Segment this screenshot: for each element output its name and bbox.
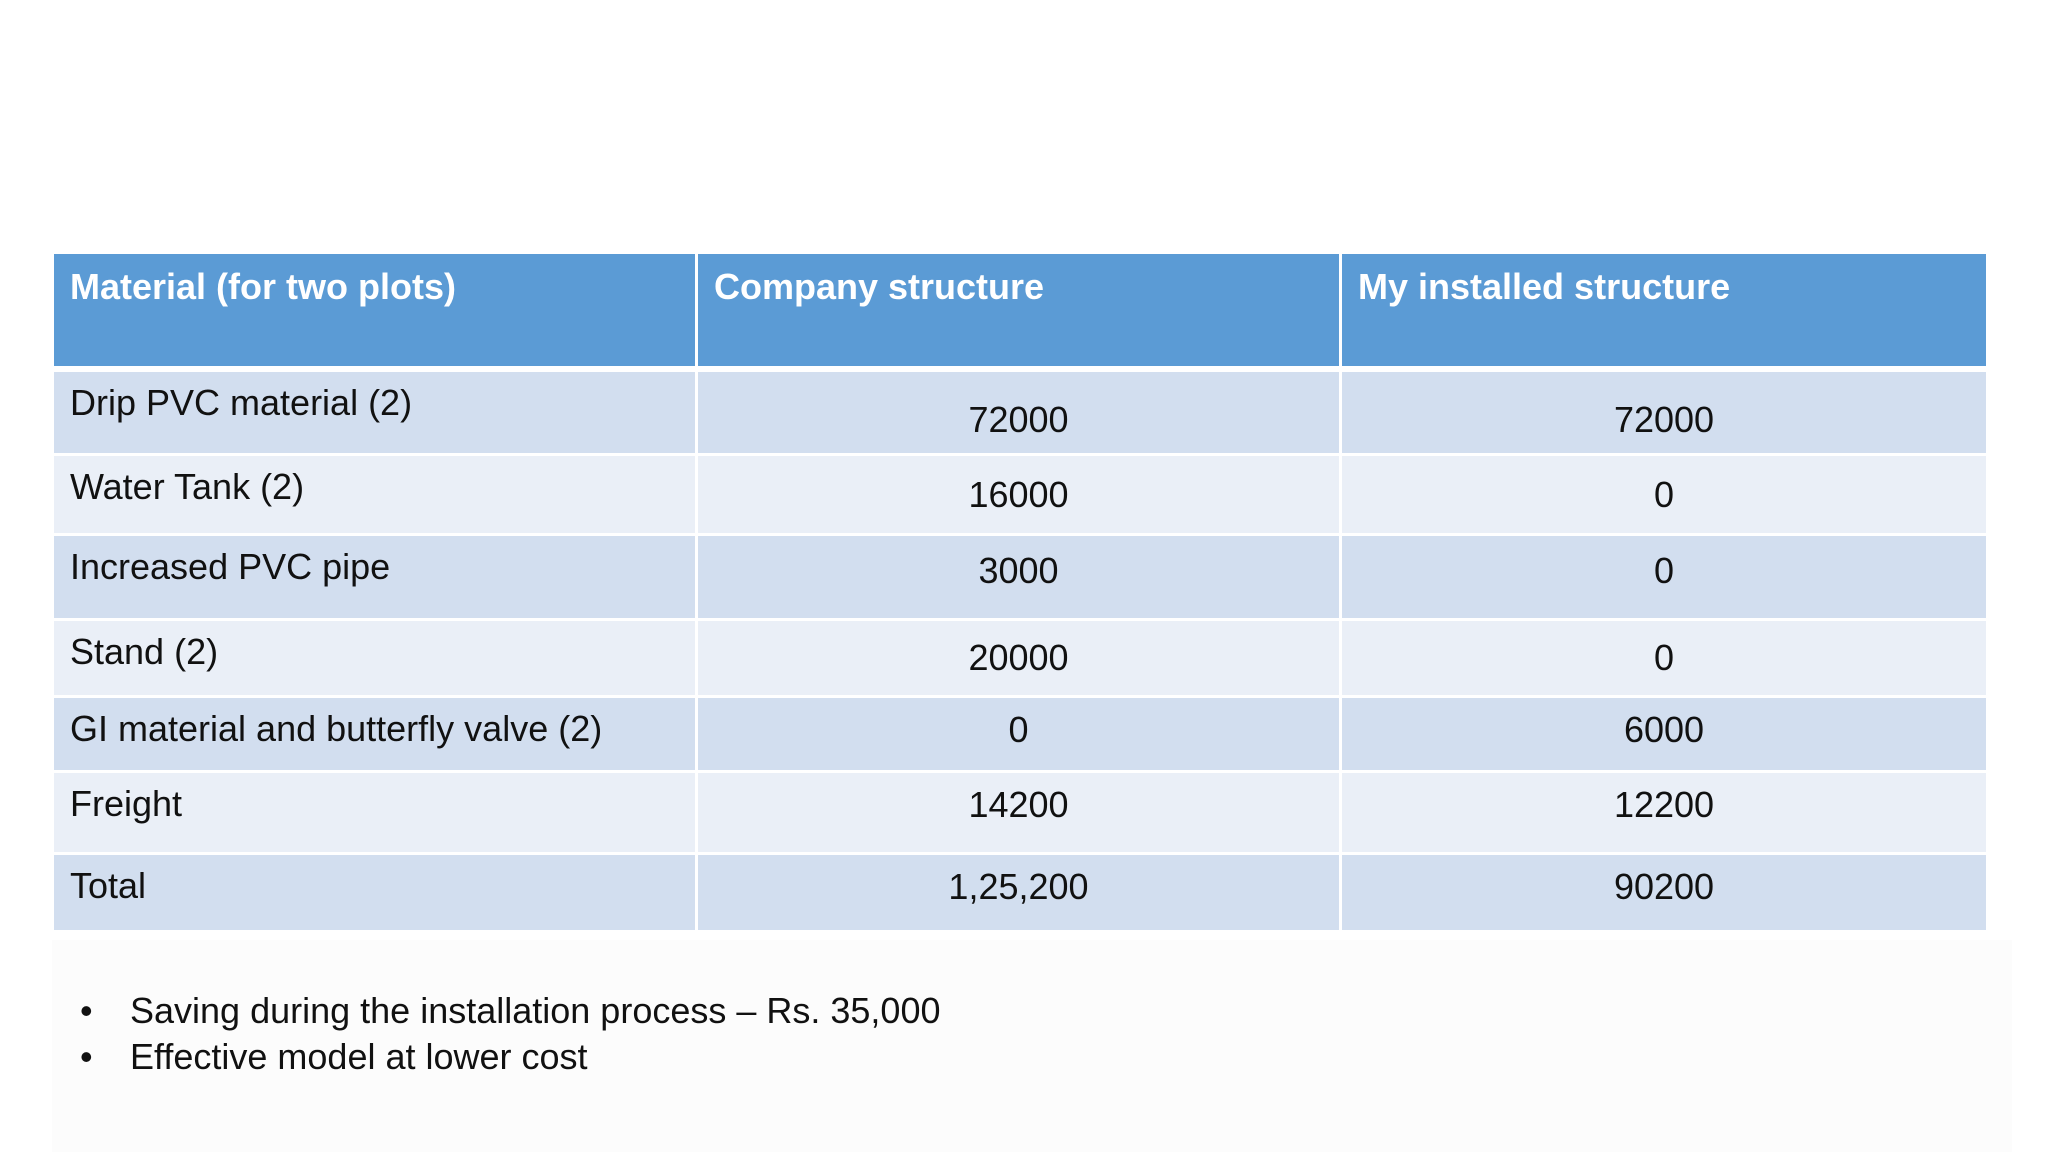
table-row — [54, 855, 1986, 933]
header-material: Material (for two plots) — [54, 254, 698, 372]
bullet-icon: • — [80, 1036, 93, 1077]
bullet-text: Effective model at lower cost — [130, 1036, 588, 1077]
installed-cost-cell: 0 — [1342, 621, 1986, 698]
company-cost-cell: 3000 — [698, 536, 1342, 621]
material-cell: Stand (2) — [54, 621, 698, 698]
installed-cost-cell: 0 — [1342, 456, 1986, 536]
material-cell: Drip PVC material (2) — [54, 372, 698, 456]
company-cost-cell: 1,25,200 — [698, 855, 1342, 933]
table-row — [54, 456, 1986, 536]
bullet-text: Saving during the installation process – Rs. 35,000 — [130, 990, 941, 1031]
material-cell: Freight — [54, 773, 698, 855]
table-row — [54, 698, 1986, 773]
bullet-icon: • — [80, 990, 93, 1031]
installed-cost-cell: 6000 — [1342, 698, 1986, 773]
company-cost-cell: 0 — [698, 698, 1342, 773]
material-cell: GI material and butterfly valve (2) — [54, 698, 698, 773]
company-cost-cell: 20000 — [698, 621, 1342, 698]
installed-cost-cell: 12200 — [1342, 773, 1986, 855]
company-cost-cell: 14200 — [698, 773, 1342, 855]
bullet-list — [80, 988, 941, 1080]
bullet-item — [80, 988, 941, 1034]
material-cell: Water Tank (2) — [54, 456, 698, 536]
cost-comparison-table — [54, 254, 1986, 933]
bullet-item — [80, 1034, 941, 1080]
table-row — [54, 621, 1986, 698]
material-cell: Total — [54, 855, 698, 933]
material-cell: Increased PVC pipe — [54, 536, 698, 621]
table-header-row — [54, 254, 1986, 372]
table-row — [54, 536, 1986, 621]
company-cost-cell: 16000 — [698, 456, 1342, 536]
installed-cost-cell: 72000 — [1342, 372, 1986, 456]
table-row — [54, 372, 1986, 456]
table-row — [54, 773, 1986, 855]
company-cost-cell: 72000 — [698, 372, 1342, 456]
header-company-structure: Company structure — [698, 254, 1342, 372]
installed-cost-cell: 90200 — [1342, 855, 1986, 933]
header-my-installed-structure: My installed structure — [1342, 254, 1986, 372]
installed-cost-cell: 0 — [1342, 536, 1986, 621]
